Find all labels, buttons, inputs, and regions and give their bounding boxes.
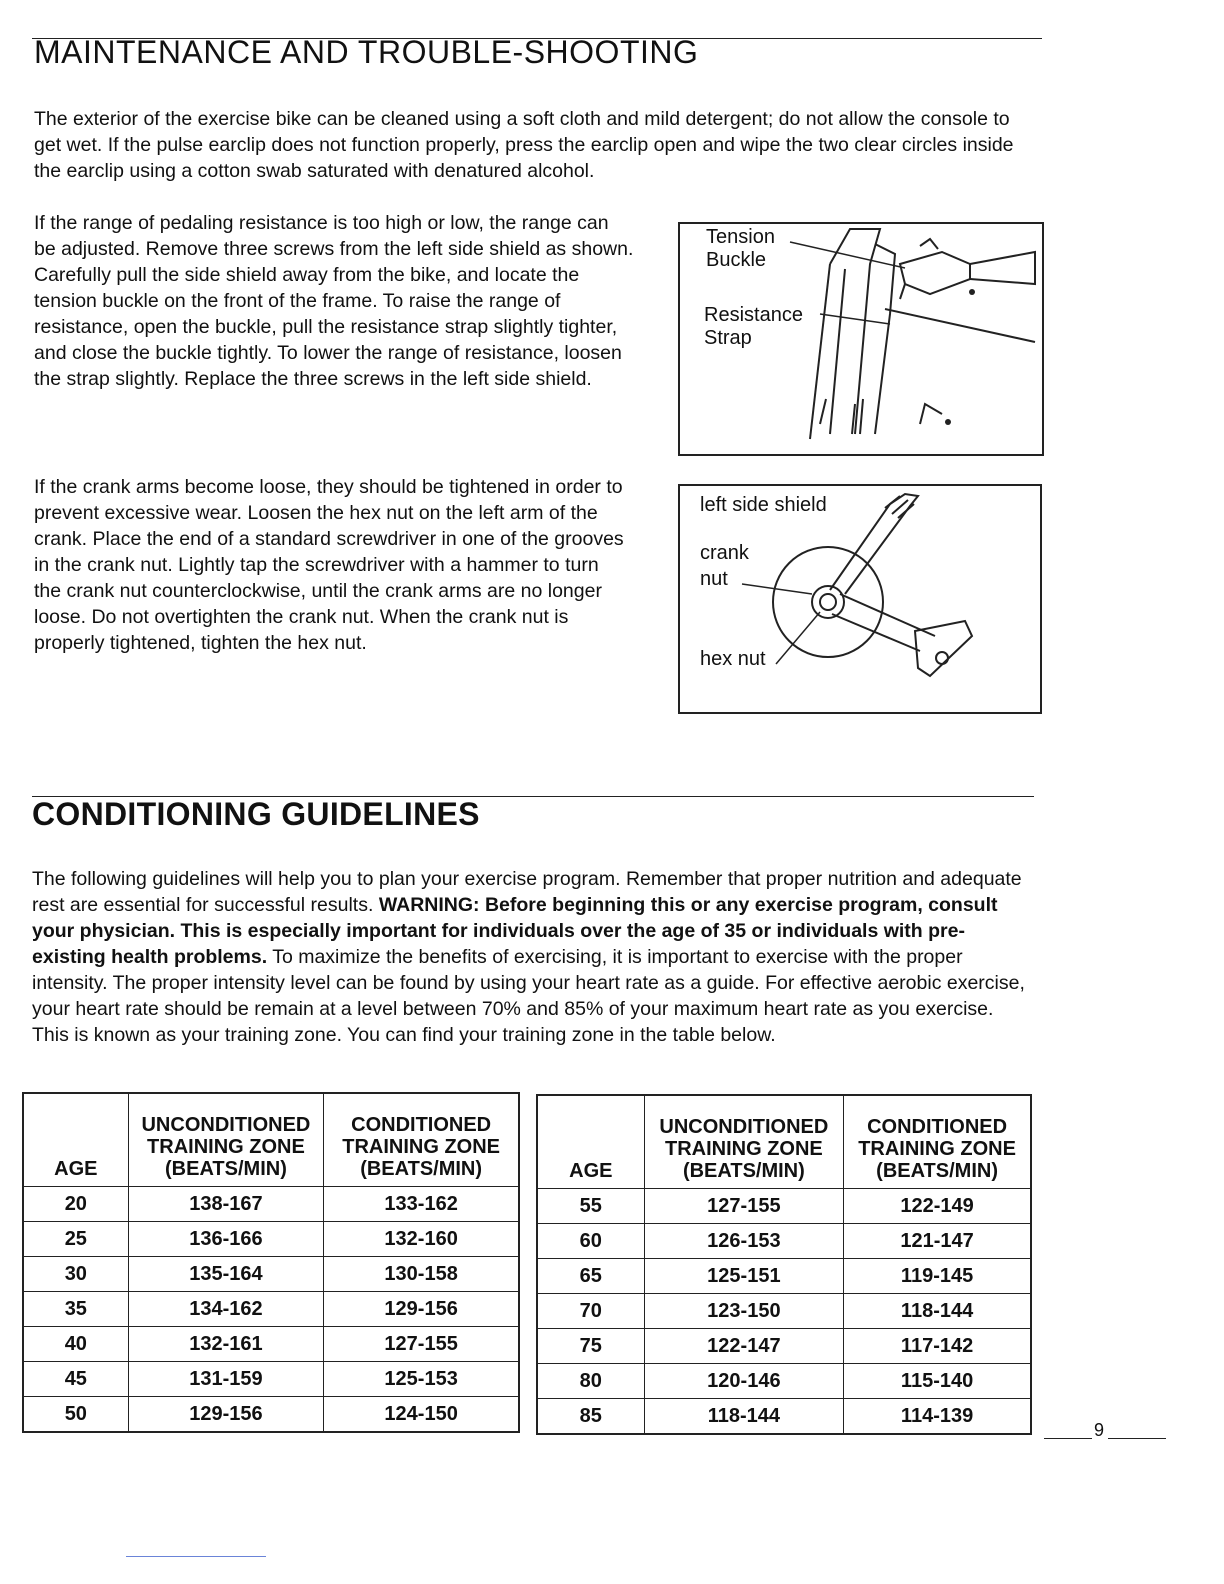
unconditioned-cell: 125-151 [644, 1259, 844, 1294]
tension-label-line2: Buckle [706, 249, 767, 271]
unconditioned-cell: 136-166 [128, 1222, 324, 1257]
cond-header-line1: CONDITIONED [867, 1116, 1008, 1138]
conditioned-cell: 125-153 [324, 1362, 519, 1397]
maintenance-heading: MAINTENANCE AND TROUBLE-SHOOTING [34, 34, 699, 70]
table-header-row [23, 1093, 519, 1187]
shield-label: left side shield [700, 494, 827, 516]
cond-header-line2: TRAINING ZONE [342, 1136, 501, 1158]
conditioned-cell: 115-140 [844, 1364, 1031, 1399]
tension-label-line1: Tension [706, 226, 775, 248]
age-cell: 70 [537, 1294, 644, 1329]
conditioned-cell: 132-160 [324, 1222, 519, 1257]
cond-header-line1: CONDITIONED [351, 1114, 492, 1136]
conditioned-header [844, 1095, 1031, 1189]
table-row [23, 1257, 519, 1292]
resistance-paragraph: If the range of pedaling resistance is too high or low, the range can be adjusted. Remove three screws from the left side shield as shown. Carefully pull the side shield away from the bike, and locate the tension buckle on the front of the frame. To raise the range of resistance, open the buckle, pull the resistance strap slightly tighter, and close the buckle tightly. To lower the range of resistance, loosen the strap slightly. Replace the three screws in the left side shield. [34, 212, 634, 390]
page-number-rule-left [1044, 1438, 1092, 1439]
conditioned-header [324, 1093, 519, 1187]
uncond-header-line2: TRAINING ZONE [147, 1136, 305, 1158]
conditioning-text-start: The following guidelines will help you to plan your exercise program. Remember that proper nutrition and adequate rest are essential for successful results. [32, 868, 1022, 916]
table-row [23, 1292, 519, 1327]
uncond-header-line3: (BEATS/MIN) [682, 1160, 805, 1182]
table-row [23, 1222, 519, 1257]
strap-label-line2: Strap [704, 327, 752, 349]
age-cell: 35 [23, 1292, 128, 1327]
age-cell: 25 [23, 1222, 128, 1257]
age-cell: 75 [537, 1329, 644, 1364]
training-zone-table-right [536, 1094, 1032, 1435]
cond-header-line3: (BEATS/MIN) [876, 1160, 998, 1182]
age-cell: 40 [23, 1327, 128, 1362]
crank-nut-figure [678, 484, 1042, 714]
table-row [537, 1364, 1031, 1399]
unconditioned-cell: 135-164 [128, 1257, 324, 1292]
strap-label-line1: Resistance [704, 304, 803, 326]
conditioned-cell: 127-155 [324, 1327, 519, 1362]
conditioned-cell: 118-144 [844, 1294, 1031, 1329]
maintenance-intro: The exterior of the exercise bike can be cleaned using a soft cloth and mild detergent; do not allow the console to get wet. If the pulse earclip does not function properly, press the earclip open and wipe the two clear circles inside the earclip using a cotton swab saturated with denatured alcohol. [34, 108, 1014, 182]
conditioned-cell: 133-162 [324, 1187, 519, 1222]
unconditioned-cell: 138-167 [128, 1187, 324, 1222]
unconditioned-cell: 132-161 [128, 1327, 324, 1362]
uncond-header-line3: (BEATS/MIN) [165, 1158, 287, 1180]
crank-nut-label-line2: nut [700, 568, 728, 590]
conditioning-heading: CONDITIONING GUIDELINES [32, 796, 480, 832]
unconditioned-cell: 123-150 [644, 1294, 844, 1329]
conditioned-cell: 130-158 [324, 1257, 519, 1292]
table-header-row [537, 1095, 1031, 1189]
table-row [537, 1399, 1031, 1435]
conditioned-cell: 122-149 [844, 1189, 1031, 1224]
page-number: 9 [1094, 1420, 1105, 1440]
unconditioned-header [128, 1093, 324, 1187]
left-table-body [23, 1187, 519, 1433]
unconditioned-cell: 122-147 [644, 1329, 844, 1364]
cond-header-line3: (BEATS/MIN) [360, 1158, 483, 1180]
age-header-text: AGE [54, 1158, 98, 1180]
conditioned-cell: 121-147 [844, 1224, 1031, 1259]
unconditioned-cell: 129-156 [128, 1397, 324, 1433]
uncond-header-line1: UNCONDITIONED [659, 1116, 829, 1138]
table-row [537, 1329, 1031, 1364]
conditioning-paragraph [32, 866, 1032, 1048]
uncond-header-line2: TRAINING ZONE [664, 1138, 823, 1160]
age-cell: 30 [23, 1257, 128, 1292]
age-cell: 45 [23, 1362, 128, 1397]
table-row [23, 1362, 519, 1397]
age-header-text: AGE [569, 1160, 613, 1182]
conditioning-text-end: To maximize the benefits of exercising, it is important to exercise with the proper intensity. The proper intensity level can be found by using your heart rate as a guide. For effective aerobic exercise, your heart rate should be remain at a level between 70% and 85% of your maximum heart rate as you exercise. This is known as your training zone. You can find your training zone in the table below. [32, 946, 1025, 1046]
hex-nut-label: hex nut [700, 648, 766, 670]
right-table-body [537, 1189, 1031, 1435]
table-row [537, 1224, 1031, 1259]
table-row [23, 1187, 519, 1222]
table-row [23, 1397, 519, 1433]
unconditioned-cell: 127-155 [644, 1189, 844, 1224]
age-cell: 60 [537, 1224, 644, 1259]
table-row [537, 1189, 1031, 1224]
table-row [537, 1294, 1031, 1329]
crank-nut-label-line1: crank [700, 542, 749, 564]
crank-paragraph: If the crank arms become loose, they should be tightened in order to prevent excessive wear. Loosen the hex nut on the left arm of the crank. Place the end of a standard screwdriver in one of the grooves in the crank nut. Lightly tap the screwdriver with a hammer to turn the crank nut counterclockwise, until the crank arms are no longer loose. Do not overtighten the crank nut. When the crank nut is properly tightened, tighten the hex nut. [34, 476, 624, 654]
conditioned-cell: 124-150 [324, 1397, 519, 1433]
footer-mark [126, 1556, 266, 1557]
uncond-header-line1: UNCONDITIONED [141, 1114, 311, 1136]
age-header [537, 1095, 644, 1189]
unconditioned-cell: 120-146 [644, 1364, 844, 1399]
conditioned-cell: 114-139 [844, 1399, 1031, 1435]
conditioned-cell: 117-142 [844, 1329, 1031, 1364]
warning-text: WARNING: Before beginning this or any exercise program, consult your physician. This is especially important for individuals over the age of 35 or individuals with pre-existing health problems. [32, 894, 998, 968]
training-zone-table-left [22, 1092, 520, 1433]
unconditioned-header [644, 1095, 844, 1189]
page-number-rule-right [1108, 1438, 1166, 1439]
unconditioned-cell: 118-144 [644, 1399, 844, 1435]
tension-buckle-figure [678, 222, 1044, 456]
crank-nut-illustration [680, 486, 1040, 712]
age-cell: 85 [537, 1399, 644, 1435]
table-row [537, 1259, 1031, 1294]
age-header [23, 1093, 128, 1187]
age-cell: 55 [537, 1189, 644, 1224]
age-cell: 80 [537, 1364, 644, 1399]
conditioned-cell: 129-156 [324, 1292, 519, 1327]
unconditioned-cell: 126-153 [644, 1224, 844, 1259]
table-row [23, 1327, 519, 1362]
age-cell: 65 [537, 1259, 644, 1294]
age-cell: 20 [23, 1187, 128, 1222]
age-cell: 50 [23, 1397, 128, 1433]
cond-header-line2: TRAINING ZONE [858, 1138, 1016, 1160]
conditioned-cell: 119-145 [844, 1259, 1031, 1294]
unconditioned-cell: 134-162 [128, 1292, 324, 1327]
unconditioned-cell: 131-159 [128, 1362, 324, 1397]
